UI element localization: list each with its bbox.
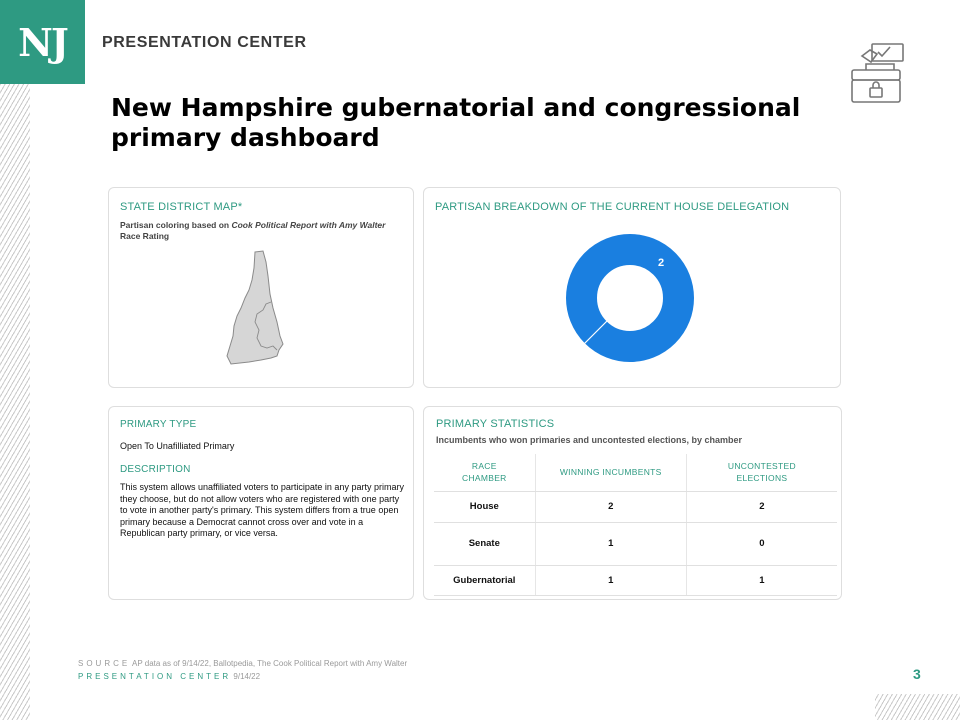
donut-segment-label: 2 — [658, 257, 665, 269]
map-note — [120, 220, 400, 242]
cell-chamber: Senate — [434, 522, 535, 565]
primary-type-value: Open To Unafilliated Primary — [120, 441, 235, 451]
description-label: DESCRIPTION — [120, 464, 191, 475]
ballot-box-icon — [848, 42, 908, 106]
nj-logo — [0, 0, 85, 84]
footer-source-key: SOURCE — [78, 659, 131, 668]
stats-card-heading: PRIMARY STATISTICS — [436, 418, 555, 430]
footer-center — [78, 672, 260, 681]
map-note-prefix: Partisan coloring based on — [120, 220, 232, 230]
primary-statistics-card — [423, 406, 842, 600]
cell-uncontested: 1 — [686, 565, 837, 595]
cell-winning: 1 — [535, 522, 686, 565]
primary-type-label: PRIMARY TYPE — [120, 419, 197, 430]
primary-statistics-table — [434, 454, 837, 596]
new-hampshire-map — [225, 250, 291, 366]
cell-uncontested: 0 — [686, 522, 837, 565]
cell-chamber: Gubernatorial — [434, 565, 535, 595]
description-value: This system allows unaffiliated voters to participate in any party primary they choose, but do not allow voters who are registered with one party to vote in another party's primary. This system differs from a true open primary because a Democrat cannot cross over and vote in a Republican party primary, or vice versa. — [120, 482, 404, 538]
footer-source-text: AP data as of 9/14/22, Ballotpedia, The Cook Political Report with Amy Walter — [132, 659, 408, 668]
cell-winning: 2 — [535, 491, 686, 522]
table-row — [434, 491, 837, 522]
header-race-chamber: RACE CHAMBER — [434, 454, 535, 491]
brand-name: PRESENTATION CENTER — [102, 34, 307, 51]
corner-hatch-decoration — [875, 694, 960, 720]
cell-winning: 1 — [535, 565, 686, 595]
map-note-source: Cook Political Report with Amy Walter — [231, 220, 386, 230]
partisan-donut-chart — [564, 232, 696, 364]
left-hatch-decoration — [0, 84, 30, 720]
page-title: New Hampshire gubernatorial and congressional primary dashboard — [111, 93, 801, 152]
logo-text: NJ — [18, 19, 67, 65]
stats-card-subheading: Incumbents who won primaries and uncontested elections, by chamber — [436, 435, 743, 445]
map-note-suffix: Race Rating — [120, 231, 170, 241]
header-uncontested-elections: UNCONTESTED ELECTIONS — [686, 454, 837, 491]
footer-source — [78, 659, 407, 668]
donut-card-heading: PARTISAN BREAKDOWN OF THE CURRENT HOUSE DELEGATION — [435, 201, 790, 213]
state-district-map-card — [108, 187, 414, 388]
page-number: 3 — [913, 666, 921, 682]
primary-type-card — [108, 406, 414, 600]
partisan-breakdown-card — [423, 187, 841, 388]
cell-uncontested: 2 — [686, 491, 837, 522]
table-row — [434, 565, 837, 595]
map-card-heading: STATE DISTRICT MAP* — [120, 201, 243, 213]
table-header-row — [434, 454, 837, 491]
table-row — [434, 522, 837, 565]
cell-chamber: House — [434, 491, 535, 522]
header-winning-incumbents: WINNING INCUMBENTS — [535, 454, 686, 491]
footer-center-key: PRESENTATION CENTER — [78, 672, 232, 681]
footer-center-date: 9/14/22 — [233, 672, 261, 681]
